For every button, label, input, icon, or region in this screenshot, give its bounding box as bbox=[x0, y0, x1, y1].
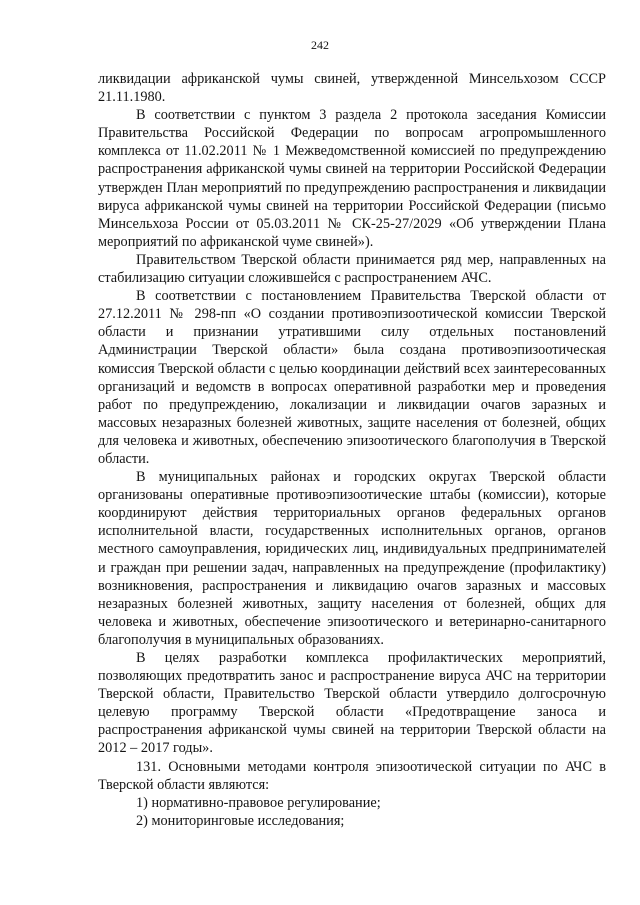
paragraph-continuation: ликвидации африканской чумы свиней, утвержденной Минсельхозом СССР 21.11.1980. bbox=[98, 71, 606, 106]
list-item-monitoring: 2) мониторинговые исследования; bbox=[136, 812, 345, 829]
paragraph-control-methods: 131. Основными методами контроля эпизоотической ситуации по АЧС в Тверской области являются: bbox=[98, 758, 606, 793]
paragraph-target-program: В целях разработки комплекса профилактических мероприятий, позволяющих предотвратить занос и распространение вируса АЧС на территории Тверской области, Правительство Тверской области утвердило долгосрочную целевую программу Тверской области «Предотвращение заноса и распространения африканской чумы свиней на территории Тверской области на 2012 – 2017 годы». bbox=[98, 650, 606, 757]
paragraph-antiepizootic-commission: В соответствии с постановлением Правительства Тверской области от 27.12.2011 № 298-пп «О создании противоэпизоотической комиссии Тверской области и признании утратившими силу отдельных постановлений Администрации Тверской области» была создана противоэпизоотическая комиссия Тверской области с целью координации действий всех заинтересованных организаций и ведомств в вопросах оперативной разработки мер и проведения работ по предупреждению, локализации и ликвидации очагов заразных и массовых незаразных болезней животных, защите населения от болезней, общих для человека и животных, обеспечению эпизоотического благополучия в Тверской области. bbox=[98, 288, 606, 467]
page-number: 242 bbox=[311, 38, 329, 52]
list-item-regulation: 1) нормативно-правовое регулирование; bbox=[136, 794, 381, 811]
document-body bbox=[98, 70, 606, 830]
paragraph-commission-plan: В соответствии с пунктом 3 раздела 2 протокола заседания Комиссии Правительства Российской Федерации по вопросам агропромышленного комплекса от 11.02.2011 № 1 Межведомственной комиссией по предупреждению распространения африканской чумы свиней на территории Российской Федерации утвержден План мероприятий по предупреждению распространения и ликвидации вируса африканской чумы свиней на территории Российской Федерации (письмо Минсельхоза России от 05.03.2011 № СК-25-27/2029 «Об утверждении Плана мероприятий по африканской чуме свиней»). bbox=[98, 107, 606, 250]
paragraph-government-measures: Правительством Тверской области принимается ряд мер, направленных на стабилизацию ситуации сложившейся с распространением АЧС. bbox=[98, 251, 606, 287]
paragraph-municipal-headquarters: В муниципальных районах и городских округах Тверской области организованы оперативные противоэпизоотические штабы (комиссии), которые координируют действия территориальных органов федеральных органов исполнительной власти, государственных исполнительных органов, органов местного самоуправления, юридических лиц, индивидуальных предпринимателей и граждан при решении задач, направленных на предупреждение (профилактику) возникновения, распространения и ликвидацию очагов заразных и массовых незаразных болезней животных, защиту населения от болезней, общих для человека и животных, обеспечение эпизоотического и ветеринарно-санитарного благополучия в муниципальных образованиях. bbox=[98, 469, 606, 648]
